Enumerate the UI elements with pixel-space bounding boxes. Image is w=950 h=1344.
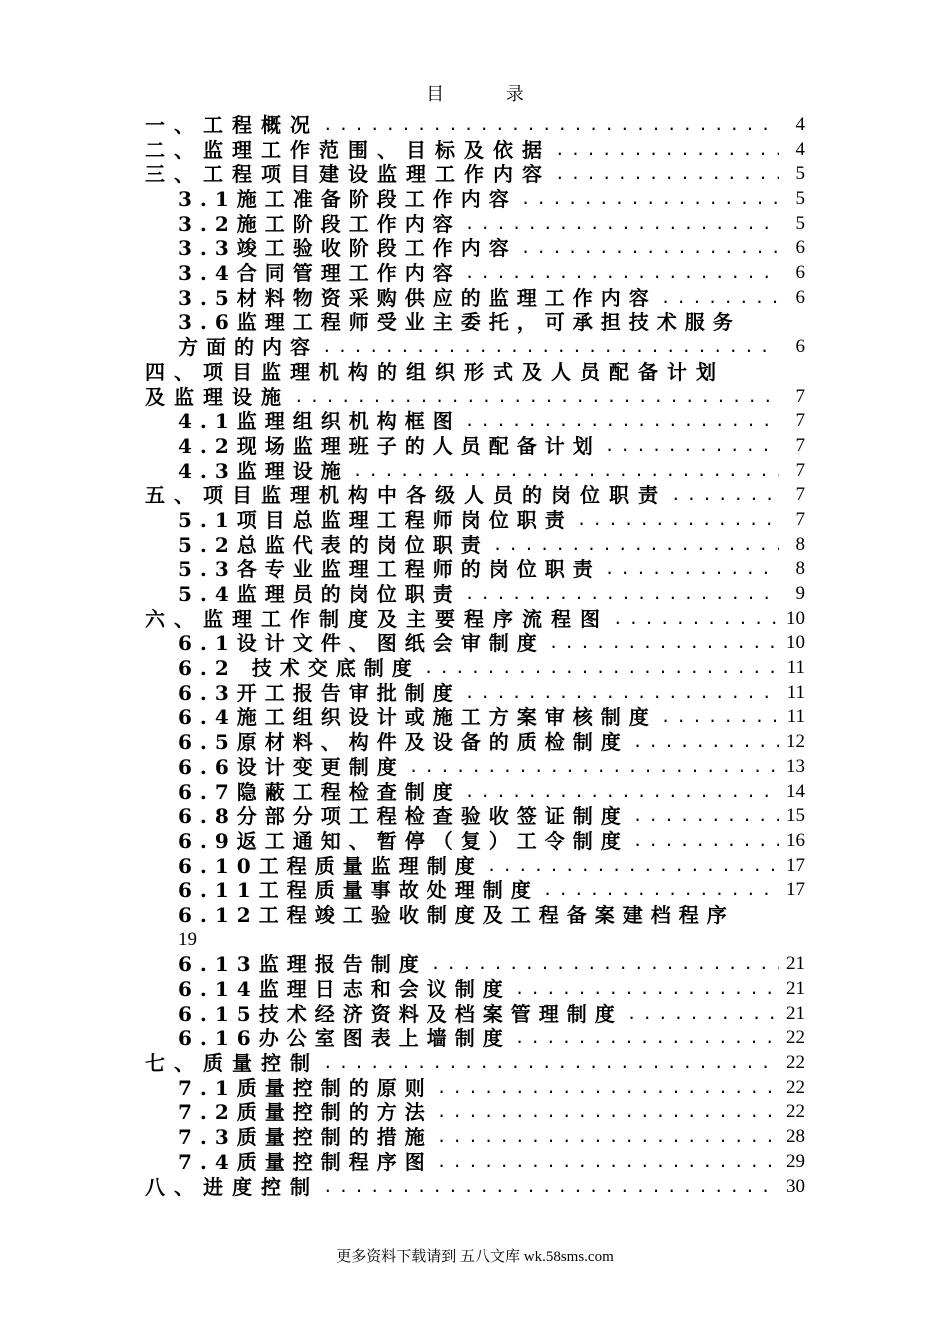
toc-leader-dots (661, 286, 779, 311)
toc-leader-dots (515, 977, 779, 1002)
toc-entry-label: 3.4合同管理工作内容 (178, 261, 461, 286)
toc-entry-label: 6.9返工通知、暂停（复）工令制度 (178, 828, 629, 853)
toc-entry[interactable] (145, 212, 805, 237)
toc-entry-label: 五、项目监理机构中各级人员的岗位职责 (145, 483, 667, 508)
toc-entry-label: 6.4施工组织设计或施工方案审核制度 (178, 705, 657, 730)
toc-entry-label: 7.4质量控制程序图 (178, 1149, 433, 1174)
toc-entry-label: 6.6设计变更制度 (178, 754, 405, 779)
toc-entry[interactable] (145, 854, 805, 879)
toc-entry[interactable] (145, 1002, 805, 1027)
toc-leader-dots (465, 409, 779, 434)
toc-entry-page: 11 (786, 681, 805, 703)
toc-leader-dots (627, 1002, 779, 1027)
toc-entry[interactable] (145, 483, 805, 508)
toc-entry-label: 3.1施工准备阶段工作内容 (178, 187, 517, 212)
toc-entry[interactable] (145, 780, 805, 805)
toc-leader-dots (323, 1175, 779, 1200)
toc-entry-label: 6.12工程竣工验收制度及工程备案建档程序 (178, 902, 735, 927)
toc-leader-dots (633, 804, 779, 829)
toc-leader-dots (437, 1150, 779, 1175)
toc-leader-dots (409, 755, 779, 780)
toc-entry-page: 22 (786, 1027, 805, 1049)
toc-entry[interactable] (145, 656, 805, 681)
toc-entry[interactable] (145, 903, 805, 928)
toc-leader-dots (633, 730, 779, 755)
toc-entry-label: 6.11工程质量事故处理制度 (178, 878, 539, 903)
toc-entry-label: 3.2施工阶段工作内容 (178, 211, 461, 236)
toc-entry-page: 17 (786, 879, 805, 901)
toc-leader-dots (437, 1100, 779, 1125)
toc-entry[interactable] (145, 706, 805, 731)
toc-leader-dots (671, 483, 779, 508)
toc-entry-page: 7 (795, 508, 805, 530)
toc-leader-dots (431, 952, 779, 977)
toc-entry-label: 四、项目监理机构的组织形式及人员配备计划 (145, 359, 725, 384)
toc-leader-dots (555, 138, 779, 163)
toc-entry[interactable] (145, 1051, 805, 1076)
toc-leader-dots (521, 236, 779, 261)
toc-leader-dots (605, 434, 779, 459)
toc-entry[interactable] (145, 952, 805, 977)
toc-leader-dots (465, 681, 779, 706)
toc-entry-page: 7 (795, 434, 805, 456)
toc-entry-page: 4 (795, 138, 805, 160)
toc-entry[interactable] (145, 113, 805, 138)
toc-entry-page: 7 (795, 459, 805, 481)
toc-entry-label: 3.5材料物资采购供应的监理工作内容 (178, 285, 657, 310)
toc-entry[interactable] (145, 1150, 805, 1175)
toc-entry[interactable] (145, 360, 805, 385)
toc-entry-page: 21 (786, 1002, 805, 1024)
toc-entry-label: 6.2 技术交底制度 (178, 656, 420, 681)
toc-entry-page: 19 (178, 928, 197, 950)
toc-entry[interactable] (145, 977, 805, 1002)
toc-leader-dots (465, 261, 779, 286)
toc-entry-page: 7 (795, 385, 805, 407)
toc-entry-label: 7.2质量控制的方法 (178, 1100, 433, 1125)
toc-leader-dots (549, 631, 779, 656)
toc-entry-label: 一、工程概况 (145, 112, 319, 137)
toc-leader-dots (515, 1026, 779, 1051)
toc-entry[interactable] (145, 236, 805, 261)
footer-note: 更多资料下载请到 五八文库 wk.58sms.com (336, 1249, 614, 1265)
toc-entry-label: 及监理设施 (145, 384, 290, 409)
toc-leader-dots (465, 582, 779, 607)
toc-entry[interactable] (145, 829, 805, 854)
toc-entry[interactable] (145, 508, 805, 533)
toc-leader-dots (555, 162, 779, 187)
toc-entry-page: 29 (786, 1150, 805, 1172)
toc-leader-dots (465, 212, 779, 237)
toc-leader-dots (521, 187, 779, 212)
toc-entry-page: 16 (786, 829, 805, 851)
toc-entry-page: 15 (786, 805, 805, 827)
toc-entry[interactable] (145, 631, 805, 656)
toc-entry-page: 8 (795, 533, 805, 555)
toc-leader-dots (487, 854, 779, 879)
toc-entry-page: 11 (786, 657, 805, 679)
toc-leader-dots (605, 557, 779, 582)
toc-entry-page: 13 (786, 755, 805, 777)
toc-entry-page: 21 (786, 978, 805, 1000)
toc-entry-label: 3.6监理工程师受业主委托，可承担技术服务 (178, 310, 741, 335)
toc-entry-label: 6.1设计文件、图纸会审制度 (178, 631, 545, 656)
toc-entry-label: 6.10工程质量监理制度 (178, 853, 483, 878)
toc-entry-page: 5 (795, 163, 805, 185)
toc-entry-label: 4.2现场监理班子的人员配备计划 (178, 433, 601, 458)
toc-entry-label: 7.3质量控制的措施 (178, 1125, 433, 1150)
toc-entry-continuation[interactable] (145, 928, 805, 953)
toc-leader-dots (437, 1125, 779, 1150)
page-title: 目 录 (426, 84, 552, 105)
toc-entry[interactable] (145, 434, 805, 459)
toc-entry-label: 七、质量控制 (145, 1051, 319, 1076)
toc-leader-dots (322, 335, 779, 360)
toc-leader-dots (437, 1076, 779, 1101)
toc-entry[interactable] (145, 261, 805, 286)
toc-entry-label: 6.13监理报告制度 (178, 952, 427, 977)
toc-entry[interactable] (145, 804, 805, 829)
toc-entry-page: 9 (795, 583, 805, 605)
toc-entry[interactable] (145, 730, 805, 755)
toc-entry-page: 6 (795, 262, 805, 284)
toc-entry-page: 22 (786, 1052, 805, 1074)
toc-entry[interactable] (145, 557, 805, 582)
toc-entry-page: 6 (795, 286, 805, 308)
toc-entry-page: 4 (795, 113, 805, 135)
toc-entry-page: 10 (786, 632, 805, 654)
toc-entry[interactable] (145, 755, 805, 780)
toc-entry-page: 14 (786, 780, 805, 802)
toc-leader-dots (543, 878, 779, 903)
toc-entry[interactable] (145, 1125, 805, 1150)
toc-entry[interactable] (145, 1026, 805, 1051)
toc-entry-page: 22 (786, 1101, 805, 1123)
toc-entry-page: 7 (795, 410, 805, 432)
toc-leader-dots (633, 829, 779, 854)
toc-entry-label: 六、监理工作制度及主要程序流程图 (145, 606, 609, 631)
toc-entry[interactable] (145, 162, 805, 187)
toc-entry-label: 6.7隐蔽工程检查制度 (178, 779, 461, 804)
toc-leader-dots (424, 656, 779, 681)
toc-entry-page: 6 (795, 237, 805, 259)
toc-entry-page: 17 (786, 854, 805, 876)
toc-entry-label: 4.1监理组织机构框图 (178, 409, 461, 434)
toc-entry-label: 5.2总监代表的岗位职责 (178, 532, 489, 557)
toc-entry-label: 7.1质量控制的原则 (178, 1075, 433, 1100)
toc-leader-dots (353, 459, 779, 484)
toc-leader-dots (493, 533, 779, 558)
toc-entry-page: 7 (795, 484, 805, 506)
toc-entry-label: 6.14监理日志和会议制度 (178, 977, 511, 1002)
toc-entry-label: 4.3监理设施 (178, 458, 349, 483)
toc-entry[interactable] (145, 138, 805, 163)
toc-entry-page: 30 (786, 1175, 805, 1197)
toc-entry[interactable] (145, 878, 805, 903)
toc-entry-page: 6 (795, 336, 805, 358)
toc-entry-label: 3.3竣工验收阶段工作内容 (178, 236, 517, 261)
toc-entry[interactable] (145, 533, 805, 558)
toc-entry[interactable] (145, 582, 805, 607)
toc-entry-label: 八、进度控制 (145, 1174, 319, 1199)
toc-entry-page: 5 (795, 188, 805, 210)
toc-entry[interactable] (145, 286, 805, 311)
toc-entry-continuation[interactable] (145, 335, 805, 360)
toc-entry-page: 12 (786, 731, 805, 753)
toc-entry-label: 6.3开工报告审批制度 (178, 680, 461, 705)
toc-entry-page: 28 (786, 1126, 805, 1148)
toc-entry-label: 6.8分部分项工程检查验收签证制度 (178, 804, 629, 829)
toc-entry-label: 二、监理工作范围、目标及依据 (145, 137, 551, 162)
toc-entry-page: 21 (786, 953, 805, 975)
toc-entry[interactable] (145, 187, 805, 212)
toc-entry-page: 10 (786, 607, 805, 629)
toc-entry-page: 5 (795, 212, 805, 234)
toc-entry-page: 11 (786, 706, 805, 728)
toc-leader-dots (661, 705, 779, 730)
toc-entry[interactable] (145, 1076, 805, 1101)
toc-entry-page: 22 (786, 1076, 805, 1098)
toc-entry[interactable] (145, 1101, 805, 1126)
toc-leader-dots (613, 607, 779, 632)
toc-entry-label: 6.5原材料、构件及设备的质检制度 (178, 730, 629, 755)
toc-entry-label: 方面的内容 (178, 335, 318, 360)
toc-entry-label: 6.16办公室图表上墙制度 (178, 1026, 511, 1051)
toc-entry[interactable] (145, 409, 805, 434)
toc-entry-label: 6.15技术经济资料及档案管理制度 (178, 1001, 623, 1026)
toc-leader-dots (323, 1051, 779, 1076)
toc-entry[interactable] (145, 607, 805, 632)
toc-entry[interactable] (145, 459, 805, 484)
toc-entry[interactable] (145, 1175, 805, 1200)
toc-entry-label: 三、工程项目建设监理工作内容 (145, 162, 551, 187)
toc-entry-label: 5.3各专业监理工程师的岗位职责 (178, 557, 601, 582)
toc-entry[interactable] (145, 681, 805, 706)
toc-entry-label: 5.4监理员的岗位职责 (178, 582, 461, 607)
toc-leader-dots (577, 508, 779, 533)
toc-leader-dots (465, 780, 779, 805)
toc-entry-continuation[interactable] (145, 385, 805, 410)
toc-entry-page: 8 (795, 558, 805, 580)
table-of-contents (145, 113, 805, 1199)
toc-entry-label: 5.1项目总监理工程师岗位职责 (178, 507, 573, 532)
toc-leader-dots (294, 385, 779, 410)
toc-entry[interactable] (145, 311, 805, 336)
toc-leader-dots (323, 113, 779, 138)
